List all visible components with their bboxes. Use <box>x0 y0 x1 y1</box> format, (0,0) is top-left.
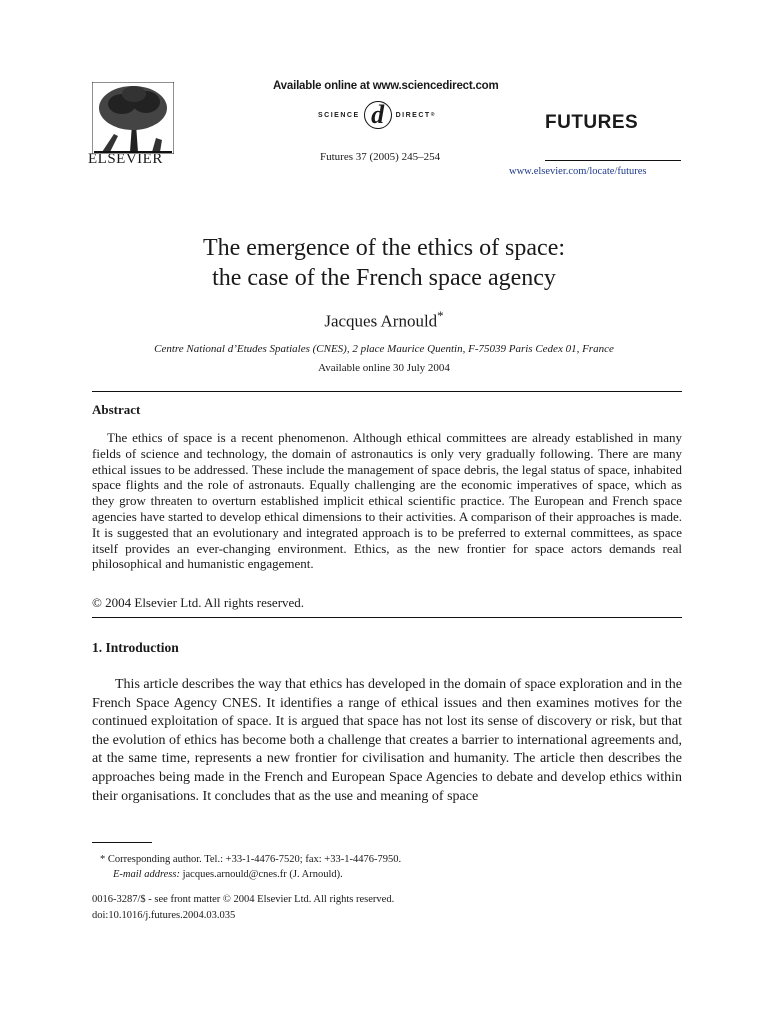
sciencedirect-right: DIRECT <box>395 111 431 119</box>
sciencedirect-tm: ® <box>430 112 436 118</box>
abstract-bottom-rule <box>92 617 682 618</box>
footnote-rule <box>92 842 152 843</box>
email-address-link[interactable]: jacques.arnould@cnes.fr (J. Arnould). <box>182 869 343 880</box>
author-line <box>0 308 768 332</box>
title-line-2: the case of the French space agency <box>212 265 556 291</box>
abstract-text: The ethics of space is a recent phenomenon. Although ethical committees are already established in many fields of science and technology, the domain of astronautics is only very gradually following. There are many ethical issues to be addressed. These include the management of space debris, the legal status of space, inhabited space flights and the role of astronauts. Equally challenging are the economic imperatives of space, which as they grow threaten to overturn established implicit ethical scientific practice. The European and French space agencies have started to develop ethical dimensions to their activities. A comparison of their approaches is made. It is suggested that an evolutionary and integrated approach is to be preferred to external committees, as space itself provides an ever-changing environment. Ethics, as the new frontier for space actors demands real philosophical and humanistic engagement. <box>92 430 682 572</box>
footnote-email <box>113 869 343 880</box>
available-date: Available online 30 July 2004 <box>318 362 450 374</box>
sciencedirect-d-icon: d <box>364 101 392 129</box>
header-divider <box>545 160 681 161</box>
author-affiliation: Centre National d’Etudes Spatiales (CNES), 2 place Maurice Quentin, F-75039 Paris Cedex 01, France <box>154 343 614 355</box>
introduction-text: This article describes the way that ethics has developed in the domain of space exploration and in the French Space Agency CNES. It identifies a range of ethical issues and then examines motives for the continued exploitation of space. It is argued that space has not lost its sense of discovery or risk, but that the evolution of ethics has become both a challenge that creates a barrier to international agreements and, at the same time, represents a new frontier for civilisation and humanity. The article then describes the approaches being made in the French and European Space Agencies to debate and develop ethics within their organisations. It concludes that as the use and meaning of space <box>92 677 682 804</box>
title-line-1: The emergence of the ethics of space: <box>202 235 566 261</box>
journal-citation: Futures 37 (2005) 245–254 <box>320 151 441 163</box>
author-name: Jacques Arnould <box>324 311 438 331</box>
doi-link[interactable]: doi:10.1016/j.futures.2004.03.035 <box>92 910 236 921</box>
available-online-link[interactable]: Available online at www.sciencedirect.com <box>273 80 499 92</box>
issn-line: 0016-3287/$ - see front matter © 2004 Elsevier Ltd. All rights reserved. <box>92 894 395 905</box>
abstract-heading: Abstract <box>92 402 141 417</box>
abstract-top-rule <box>92 391 682 392</box>
footnote-corresponding: * Corresponding author. Tel.: +33-1-4476-7520; fax: +33-1-4476-7950. <box>100 854 402 865</box>
email-label: E-mail address: <box>113 869 180 880</box>
author-footnote-mark[interactable]: * <box>437 308 444 323</box>
abstract-copyright: © 2004 Elsevier Ltd. All rights reserved. <box>92 595 305 610</box>
publisher-name: ELSEVIER <box>88 151 163 167</box>
article-title <box>0 233 768 293</box>
journal-url-link[interactable]: www.elsevier.com/locate/futures <box>509 166 647 177</box>
journal-name: FUTURES <box>545 112 639 133</box>
section-heading-introduction: 1. Introduction <box>92 640 179 655</box>
sciencedirect-left: SCIENCE <box>318 111 360 119</box>
sciencedirect-logo <box>318 100 436 129</box>
